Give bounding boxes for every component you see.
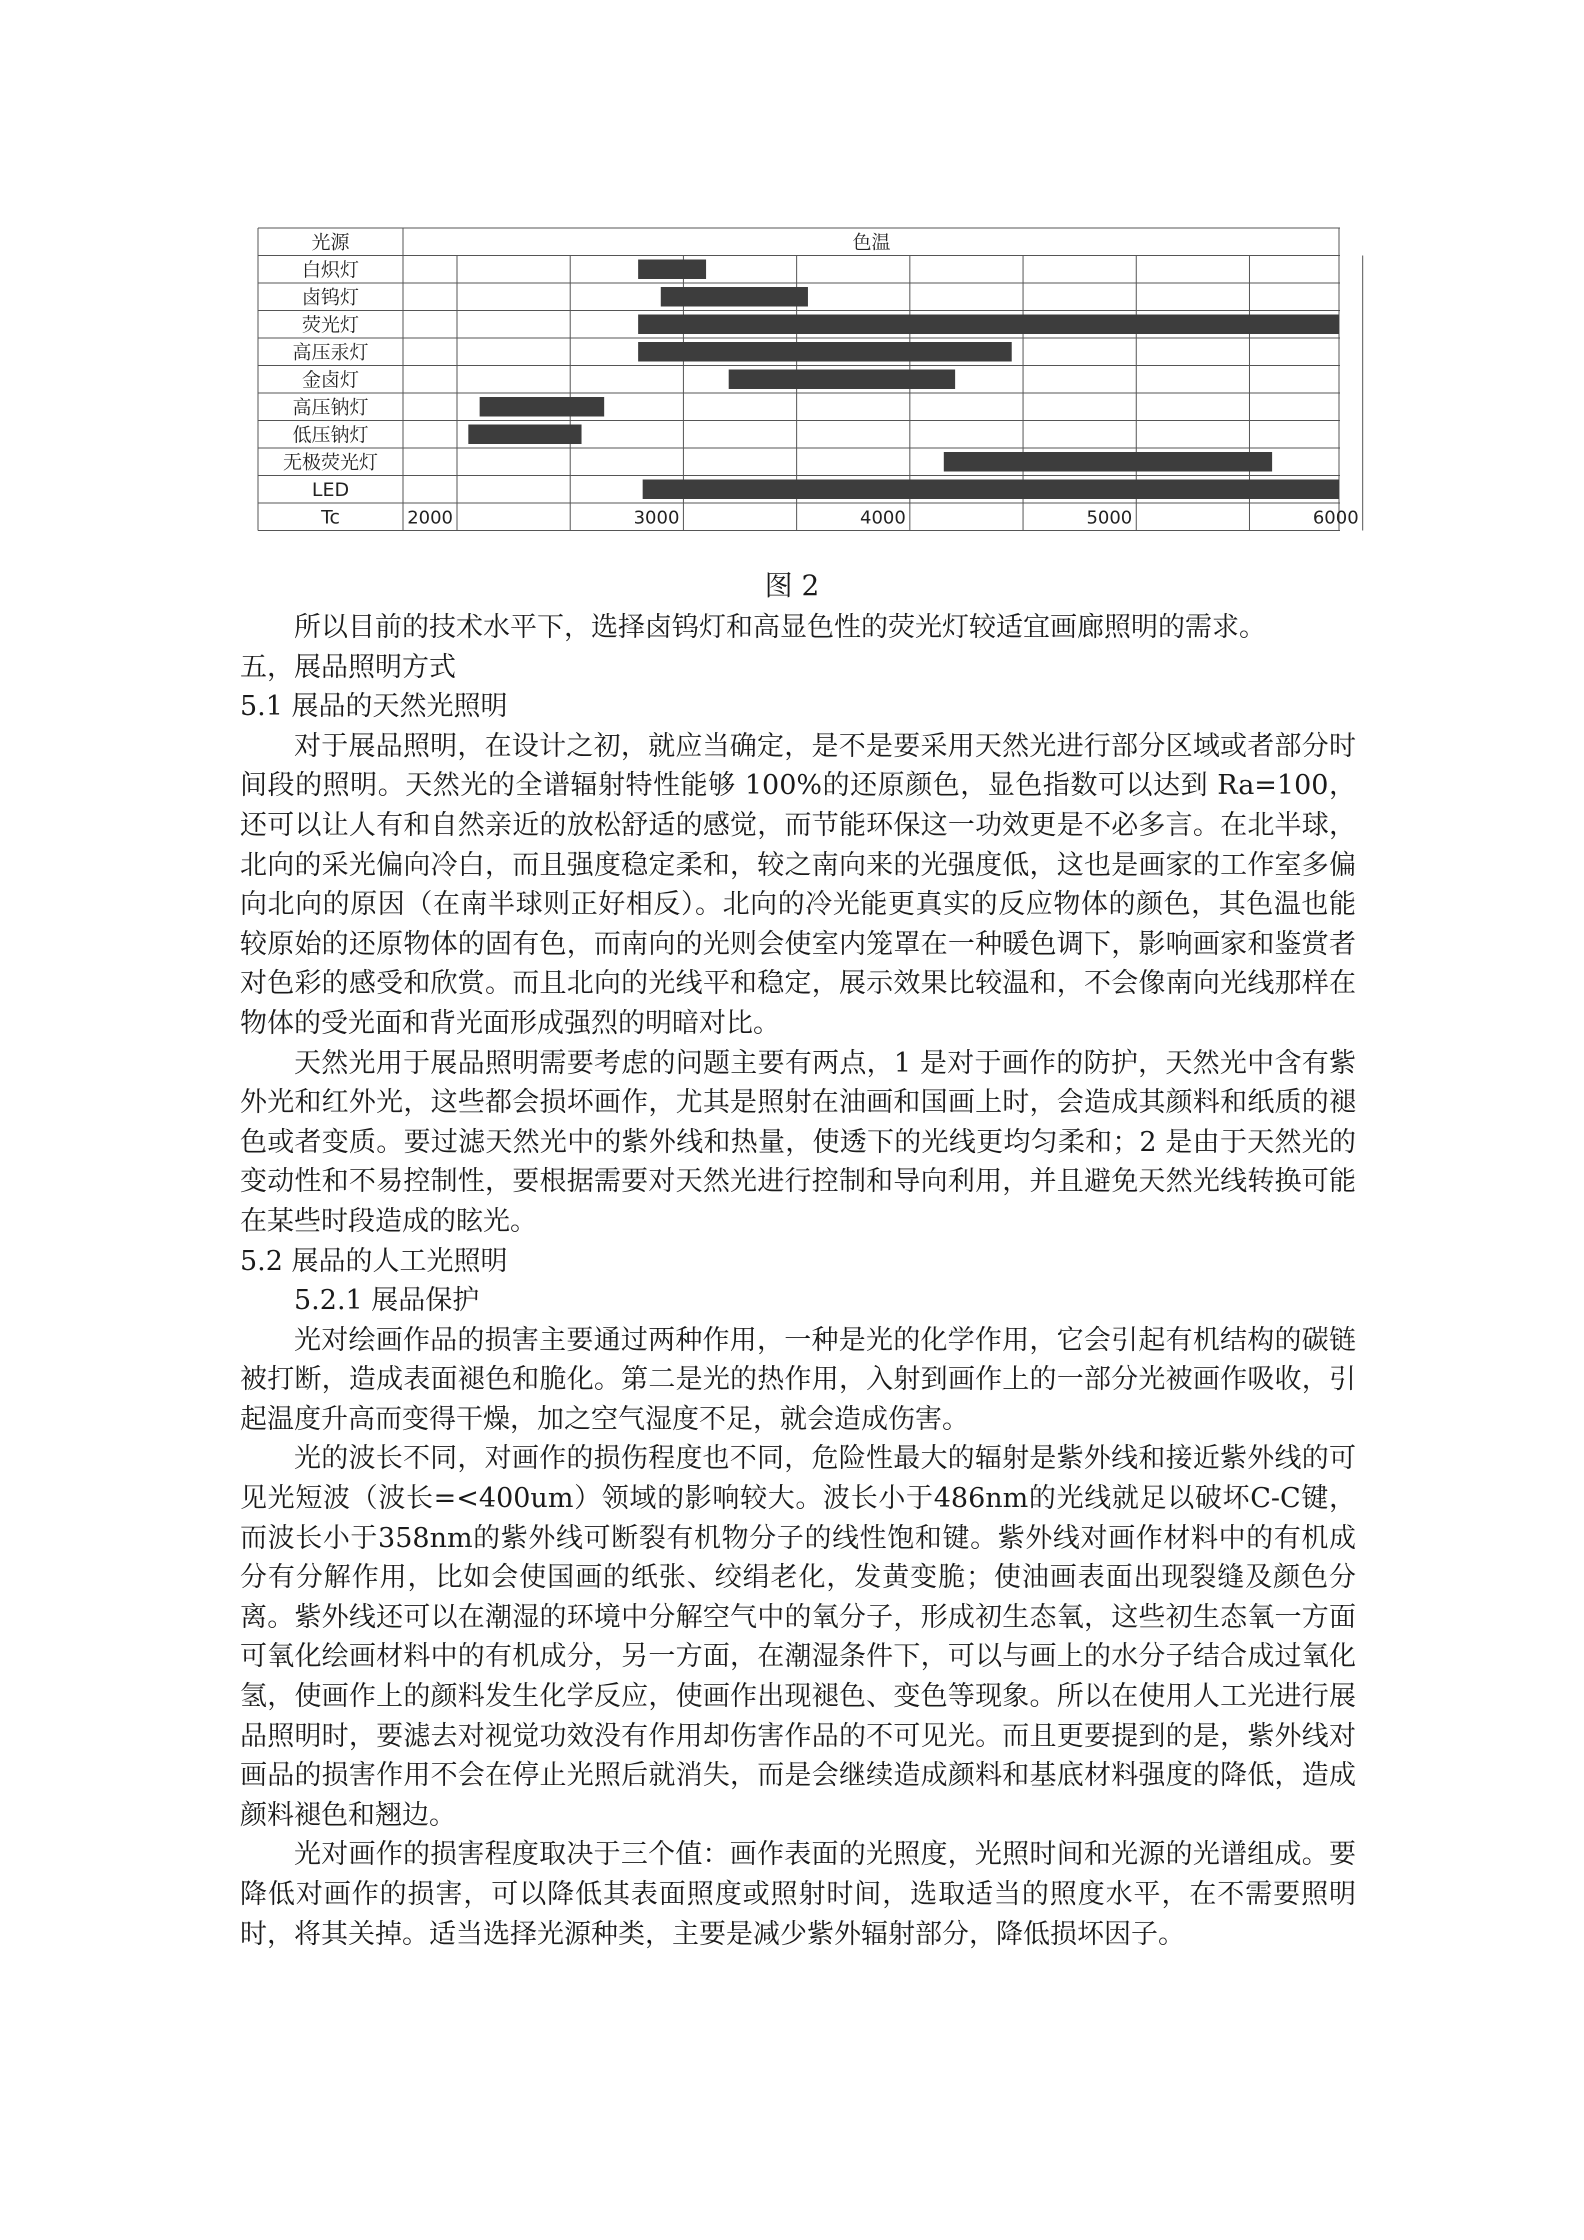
body-text	[240, 608, 1356, 1954]
paragraph: 光对画作的损害程度取决于三个值：画作表面的光照度，光照时间和光源的光谱组成。要降低对画作的损害，可以降低其表面照度或照射时间，选取适当的照度水平，在不需要照明时，将其关掉。适当选择光源种类，主要是减少紫外辐射部分，降低损坏因子。	[240, 1839, 1356, 1950]
paragraph: 天然光用于展品照明需要考虑的问题主要有两点，1 是对于画作的防护，天然光中含有紫外光和红外光，这些都会损坏画作，尤其是照射在油画和国画上时，会造成其颜料和纸质的褪色或者变质。要过滤天然光中的紫外线和热量，使透下的光线更均匀柔和；2 是由于天然光的变动性和不易控制性，要根据需要对天然光进行控制和导向利用，并且避免天然光线转换可能在某些时段造成的眩光。	[240, 1047, 1356, 1237]
x-tick-label: 4000	[860, 507, 906, 529]
figure-caption: 图 2	[764, 569, 820, 602]
paragraph: 对于展品照明，在设计之初，就应当确定，是不是要采用天然光进行部分区域或者部分时间段的照明。天然光的全谱辐射特性能够 100%的还原颜色，显色指数可以达到 Ra=100，还可以让人有和自然亲近的放松舒适的感觉，而节能环保这一功效更是不必多言。在北半球，北向的采光偏向冷白，而且强度稳定柔和，较之南向来的光强度低，这也是画家的工作室多偏向北向的原因（在南半球则正好相反）。北向的冷光能更真实的反应物体的颜色，其色温也能较原始的还原物体的固有色，而南向的光则会使室内笼罩在一种暖色调下，影响画家和鉴赏者对色彩的感受和欣赏。而且北向的光线平和稳定，展示效果比较温和，不会像南向光线那样在物体的受光面和背光面形成强烈的明暗对比。	[240, 730, 1356, 1039]
x-tick-label: 2000	[407, 507, 453, 529]
series-label: 卤钨灯	[301, 286, 360, 309]
x-tick-label: 6000	[1312, 507, 1359, 529]
series-label: 金卤灯	[301, 369, 360, 391]
series-label: LED	[311, 479, 350, 501]
range-bar	[643, 480, 1339, 500]
section-heading: 5.1 展品的天然光照明	[240, 691, 508, 723]
range-bar	[638, 342, 1012, 362]
series-label: 无极荧光灯	[282, 451, 379, 474]
axis-label: Tc	[321, 506, 340, 529]
section-heading: 五，展品照明方式	[240, 651, 456, 683]
range-bar	[661, 287, 808, 307]
section-heading: 5.2 展品的人工光照明	[240, 1245, 508, 1277]
color-temperature-chart	[258, 228, 1359, 536]
subsection-heading: 5.2.1 展品保护	[294, 1285, 480, 1317]
paragraph: 光的波长不同，对画作的损伤程度也不同，危险性最大的辐射是紫外线和接近紫外线的可见光短波（波长=<400um）领域的影响较大。波长小于486nm的光线就足以破坏C-C键，而波长小于358nm的紫外线可断裂有机物分子的线性饱和键。紫外线对画作材料中的有机成分有分解作用，比如会使国画的纸张、绞绢老化，发黄变脆；使油画表面出现裂缝及颜色分离。紫外线还可以在潮湿的环境中分解空气中的氧分子，形成初生态氧，这些初生态氧一方面可氧化绘画材料中的有机成分，另一方面，在潮湿条件下，可以与画上的水分子结合成过氧化氢，使画作上的颜料发生化学反应，使画作出现褪色、变色等现象。所以在使用人工光进行展品照明时，要滤去对视觉功效没有作用却伤害作品的不可见光。而且更要提到的是，紫外线对画品的损害作用不会在停止光照后就消失，而是会继续造成颜料和基底材料强度的降低，造成颜料褪色和翘边。	[240, 1443, 1356, 1831]
x-tick-label: 5000	[1086, 507, 1133, 529]
series-label: 荧光灯	[301, 314, 360, 336]
range-bar	[468, 425, 581, 445]
row-header: 光源	[311, 231, 350, 254]
chart-title: 色温	[852, 231, 891, 254]
range-bar	[480, 397, 605, 417]
series-label: 高压钠灯	[292, 396, 369, 419]
range-bar	[638, 260, 706, 280]
paragraph: 光对绘画作品的损害主要通过两种作用，一种是光的化学作用，它会引起有机结构的碳链被打断，造成表面褪色和脆化。第二是光的热作用，入射到画作上的一部分光被画作吸收，引起温度升高而变得干燥，加之空气湿度不足，就会造成伤害。	[240, 1324, 1356, 1435]
series-label: 高压汞灯	[292, 341, 369, 364]
chart-svg	[258, 228, 1359, 536]
paragraph: 所以目前的技术水平下，选择卤钨灯和高显色性的荧光灯较适宜画廊照明的需求。	[294, 612, 1266, 643]
series-label: 白炽灯	[301, 259, 360, 281]
range-bar	[729, 370, 955, 390]
range-bar	[944, 452, 1272, 472]
x-tick-label: 3000	[633, 507, 680, 529]
range-bar	[638, 315, 1339, 335]
series-label: 低压钠灯	[292, 424, 369, 446]
